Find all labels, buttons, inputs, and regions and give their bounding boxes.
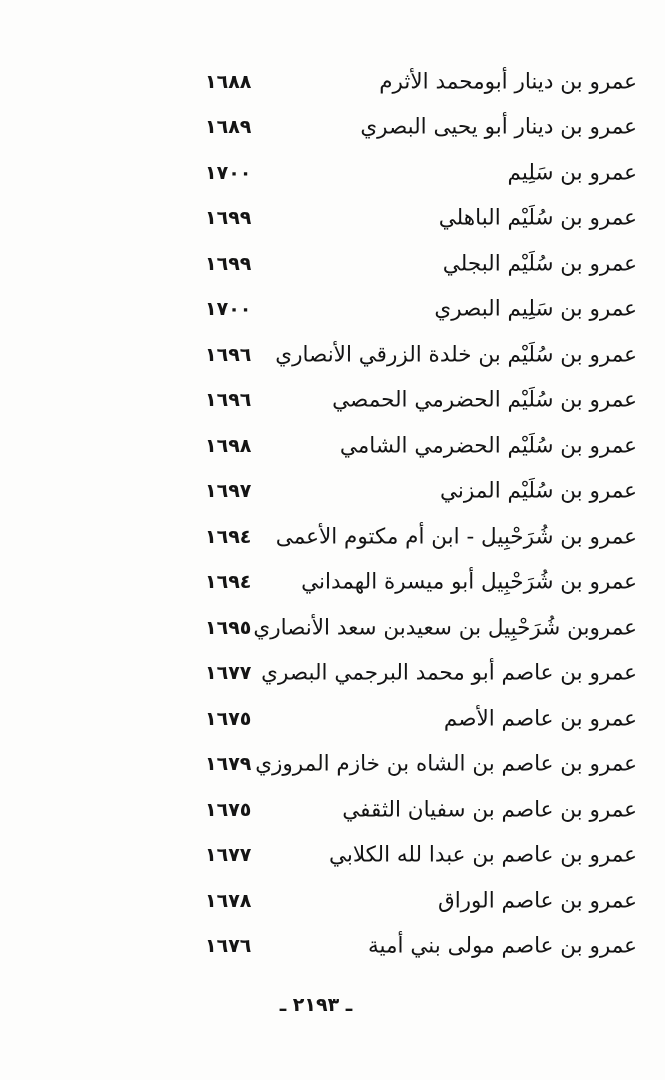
- index-entry-row: [205, 241, 637, 287]
- entry-name: عمرو بن دينار أبو يحيى البصري: [360, 114, 637, 140]
- entry-name: عمرو بن عاصم بن سفيان الثقفي: [342, 797, 637, 823]
- entry-name: عمرو بن سَلِيم البصري: [434, 296, 637, 322]
- entry-page-number: ١٦٩٦: [205, 389, 252, 412]
- name-index-list: [205, 59, 637, 969]
- entry-name: عمرو بن عاصم الوراق: [438, 888, 637, 914]
- index-entry-row: [205, 787, 637, 833]
- index-entry-row: [205, 469, 637, 515]
- entry-page-number: ١٦٧٥: [205, 798, 252, 821]
- entry-name: عمرو بن سُلَيْم الحضرمي الشامي: [339, 433, 637, 459]
- entry-name: عمروبن شُرَحْبِيل بن سعيدبن سعد الأنصاري: [253, 615, 637, 641]
- index-entry-row: [205, 332, 637, 378]
- entry-page-number: ١٦٩٧: [205, 480, 252, 503]
- entry-name: عمرو بن عاصم بن الشاه بن خازم المروزي: [255, 751, 637, 777]
- entry-page-number: ١٦٩٩: [205, 252, 252, 275]
- entry-page-number: ١٦٩٦: [205, 343, 252, 366]
- index-entry-row: [205, 742, 637, 788]
- entry-page-number: ١٦٧٧: [205, 662, 252, 685]
- entry-name: عمرو بن شُرَحْبِيل - ابن أم مكتوم الأعمى: [275, 524, 637, 550]
- entry-name: عمرو بن عاصم مولى بني أمية: [368, 933, 637, 959]
- page-footer: [0, 988, 632, 1022]
- entry-name: عمرو بن سُلَيْم بن خلدة الزرقي الأنصاري: [275, 342, 637, 368]
- entry-name: عمرو بن دينار أبومحمد الأثرم: [379, 69, 637, 95]
- entry-page-number: ١٦٩٤: [205, 571, 252, 594]
- entry-name: عمرو بن عاصم الأصم: [443, 706, 637, 732]
- entry-page-number: ١٦٧٦: [205, 935, 252, 958]
- entry-name: عمرو بن شُرَحْبِيل أبو ميسرة الهمداني: [301, 569, 637, 595]
- entry-name: عمرو بن سُلَيْم المزني: [439, 478, 637, 504]
- index-entry-row: [205, 378, 637, 424]
- entry-page-number: ١٦٩٥: [205, 616, 252, 639]
- index-entry-row: [205, 560, 637, 606]
- entry-name: عمرو بن عاصم أبو محمد البرجمي البصري: [261, 660, 637, 686]
- index-entry-row: [205, 514, 637, 560]
- entry-page-number: ١٦٧٩: [205, 753, 252, 776]
- entry-page-number: ١٦٩٤: [205, 525, 252, 548]
- entry-page-number: ١٦٧٨: [205, 889, 252, 912]
- entry-page-number: ١٦٧٧: [205, 844, 252, 867]
- entry-page-number: ١٦٩٩: [205, 207, 252, 230]
- index-entry-row: [205, 105, 637, 151]
- index-entry-row: [205, 423, 637, 469]
- footer-page-number: ـ ٢١٩٣ ـ: [279, 994, 353, 1016]
- entry-name: عمرو بن سُلَيْم البجلي: [442, 251, 637, 277]
- index-entry-row: [205, 59, 637, 105]
- entry-name: عمرو بن سُلَيْم الحضرمي الحمصي: [332, 387, 637, 413]
- index-entry-row: [205, 605, 637, 651]
- index-entry-row: [205, 651, 637, 697]
- entry-page-number: ١٧٠٠: [205, 161, 252, 184]
- index-entry-row: [205, 696, 637, 742]
- entry-page-number: ١٦٨٩: [205, 116, 252, 139]
- index-entry-row: [205, 150, 637, 196]
- entry-name: عمرو بن سُلَيْم الباهلي: [438, 205, 637, 231]
- index-entry-row: [205, 287, 637, 333]
- entry-page-number: ١٦٧٥: [205, 707, 252, 730]
- entry-name: عمرو بن سَلِيم: [507, 160, 637, 186]
- entry-page-number: ١٦٩٨: [205, 434, 252, 457]
- index-entry-row: [205, 924, 637, 970]
- entry-page-number: ١٦٨٨: [205, 70, 252, 93]
- index-entry-row: [205, 196, 637, 242]
- entry-page-number: ١٧٠٠: [205, 298, 252, 321]
- entry-name: عمرو بن عاصم بن عبدا لله الكلابي: [328, 842, 637, 868]
- index-entry-row: [205, 833, 637, 879]
- index-entry-row: [205, 878, 637, 924]
